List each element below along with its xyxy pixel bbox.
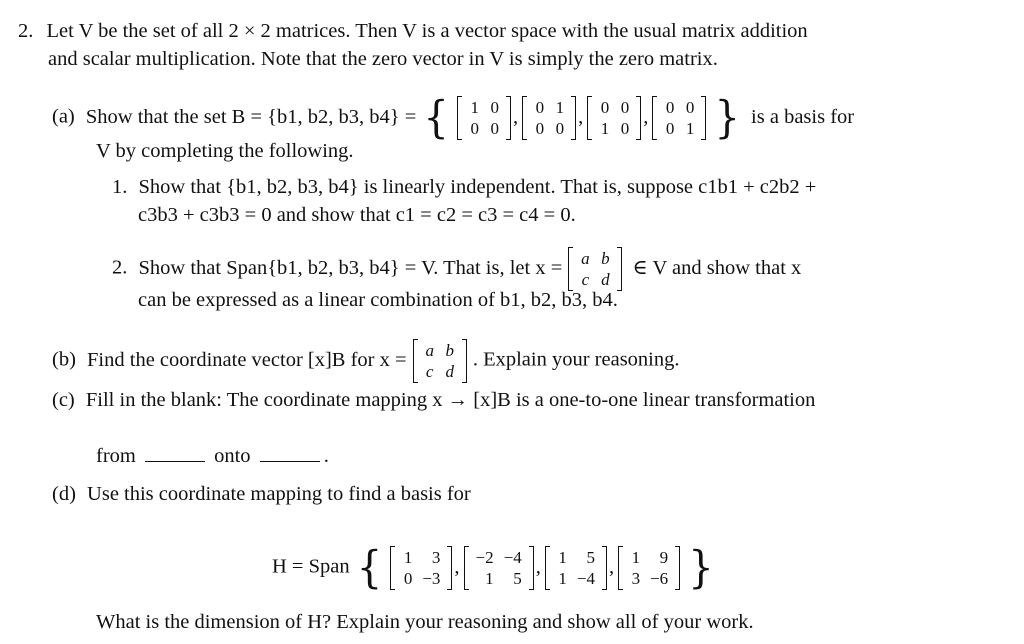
problem-number: 2. bbox=[18, 20, 34, 42]
step1-line1 bbox=[112, 175, 816, 199]
part-a-label: (a) bbox=[52, 105, 75, 128]
part-d-question: What is the dimension of H? Explain your reasoning and show all of your work. bbox=[96, 611, 754, 633]
part-a-line1 bbox=[52, 92, 855, 144]
left-brace: { bbox=[356, 542, 383, 594]
matrix-cell: a bbox=[581, 249, 590, 268]
right-brace: } bbox=[714, 92, 740, 144]
matrix-cell: 1 bbox=[558, 569, 567, 588]
matrix-cell: 1 bbox=[558, 548, 567, 567]
h-span-line bbox=[272, 542, 716, 594]
step1-text1: Show that {b1, b2, b3, b4} is linearly independent. That is, suppose c1b1 + c2b2 + bbox=[138, 176, 817, 198]
from-word: from bbox=[96, 445, 136, 467]
step1-line2: c3b3 + c3b3 = 0 and show that c1 = c2 = c3 = c4 = 0. bbox=[138, 204, 576, 226]
part-c-line1 bbox=[52, 388, 815, 412]
matrix-cell: a bbox=[425, 341, 434, 360]
step2-line1 bbox=[112, 247, 801, 291]
matrix-1 bbox=[457, 96, 511, 140]
matrix-cell: 5 bbox=[513, 569, 522, 588]
matrix-cell: −3 bbox=[422, 569, 441, 588]
matrix-cell: −2 bbox=[475, 548, 494, 567]
part-c-text1: Fill in the blank: The coordinate mapping x → [x]B is a one-to-one linear transformation bbox=[85, 389, 816, 411]
part-b-text-before: Find the coordinate vector [x]B for x = bbox=[87, 348, 407, 371]
part-b-line bbox=[52, 339, 680, 383]
right-brace: } bbox=[688, 542, 714, 594]
matrix-3 bbox=[545, 546, 607, 590]
matrix-cell: 0 bbox=[620, 98, 630, 117]
matrix-2 bbox=[522, 96, 576, 140]
step1-label: 1. bbox=[112, 176, 128, 198]
part-d-text1: Use this coordinate mapping to find a basis for bbox=[87, 483, 471, 505]
matrix-cell: 0 bbox=[555, 119, 565, 138]
matrix-cell: 0 bbox=[535, 119, 545, 138]
basis-matrices bbox=[456, 98, 707, 138]
part-c-line2: from onto . bbox=[96, 445, 329, 467]
matrix-cell: 1 bbox=[685, 119, 695, 138]
matrix-cell: 5 bbox=[586, 548, 595, 567]
matrix-cell: d bbox=[445, 362, 454, 381]
intro-text-2: and scalar multiplication. Note that the zero vector in V is simply the zero matrix. bbox=[48, 48, 718, 70]
step2-label: 2. bbox=[112, 256, 128, 279]
matrix-cell: −6 bbox=[650, 569, 669, 588]
matrix-cell: 9 bbox=[659, 548, 669, 567]
part-a-text-after: is a basis for bbox=[751, 105, 855, 128]
onto-word: onto bbox=[214, 445, 251, 467]
matrix-cell: 0 bbox=[403, 569, 413, 588]
left-brace: { bbox=[423, 92, 449, 144]
matrix-cell: 1 bbox=[631, 548, 641, 567]
matrix-cell: 1 bbox=[600, 119, 610, 138]
matrix-1 bbox=[390, 546, 452, 590]
matrix-cell: 0 bbox=[665, 98, 675, 117]
matrix-cell: 1 bbox=[403, 548, 413, 567]
part-c-label: (c) bbox=[52, 389, 75, 411]
matrix-cell: 0 bbox=[535, 98, 545, 117]
matrix-cell: b bbox=[445, 341, 454, 360]
part-d-label: (d) bbox=[52, 483, 76, 505]
intro-text-1: Let V be the set of all 2 × 2 matrices. Then V is a vector space with the usual matrix addition bbox=[46, 20, 808, 42]
matrix-cell: b bbox=[601, 249, 610, 268]
matrix-cell: 0 bbox=[490, 119, 499, 138]
matrix-separator: , bbox=[535, 555, 541, 578]
matrix-separator: , bbox=[578, 105, 584, 128]
x-matrix-b bbox=[413, 339, 467, 383]
matrix-cell: 1 bbox=[485, 569, 494, 588]
matrix-cell: −4 bbox=[576, 569, 595, 588]
matrix-cell: 0 bbox=[600, 98, 610, 117]
problem-intro-line1 bbox=[18, 19, 808, 43]
matrix-2 bbox=[464, 546, 534, 590]
matrix-4 bbox=[652, 96, 706, 140]
matrix-cell: d bbox=[601, 270, 610, 289]
matrix-cell: 1 bbox=[470, 98, 479, 117]
matrix-cell: 0 bbox=[685, 98, 695, 117]
part-b-text-after: . Explain your reasoning. bbox=[472, 348, 680, 371]
x-matrix-a bbox=[568, 247, 622, 291]
matrix-cell: 3 bbox=[431, 548, 441, 567]
matrix-separator: , bbox=[608, 555, 615, 578]
h-matrices bbox=[389, 548, 681, 588]
matrix-cell: 0 bbox=[490, 98, 499, 117]
step2-text-before: Show that Span{b1, b2, b3, b4} = V. That is, let x = bbox=[138, 256, 563, 279]
matrix-cell: 3 bbox=[631, 569, 641, 588]
part-b-label: (b) bbox=[52, 348, 76, 371]
matrix-separator: , bbox=[454, 555, 460, 578]
matrix-cell: 0 bbox=[620, 119, 630, 138]
blank-onto[interactable] bbox=[260, 460, 320, 462]
step2-line2: can be expressed as a linear combination of b1, b2, b3, b4. bbox=[138, 289, 618, 311]
part-a-line2: V by completing the following. bbox=[96, 140, 354, 162]
part-d-line1 bbox=[52, 482, 471, 506]
matrix-cell: 0 bbox=[470, 119, 479, 138]
matrix-separator: , bbox=[512, 105, 519, 128]
matrix-cell: c bbox=[425, 362, 434, 381]
blank-from[interactable] bbox=[145, 460, 205, 462]
matrix-separator: , bbox=[643, 105, 649, 128]
matrix-cell: c bbox=[581, 270, 590, 289]
h-label: H = Span bbox=[272, 555, 350, 578]
matrix-cell: −4 bbox=[503, 548, 522, 567]
matrix-3 bbox=[587, 96, 641, 140]
matrix-cell: 0 bbox=[665, 119, 675, 138]
step2-text-after: ∈ V and show that x bbox=[632, 256, 802, 279]
matrix-4 bbox=[618, 546, 680, 590]
matrix-cell: 1 bbox=[555, 98, 565, 117]
part-a-text-before: Show that the set B = {b1, b2, b3, b4} = bbox=[85, 105, 417, 128]
